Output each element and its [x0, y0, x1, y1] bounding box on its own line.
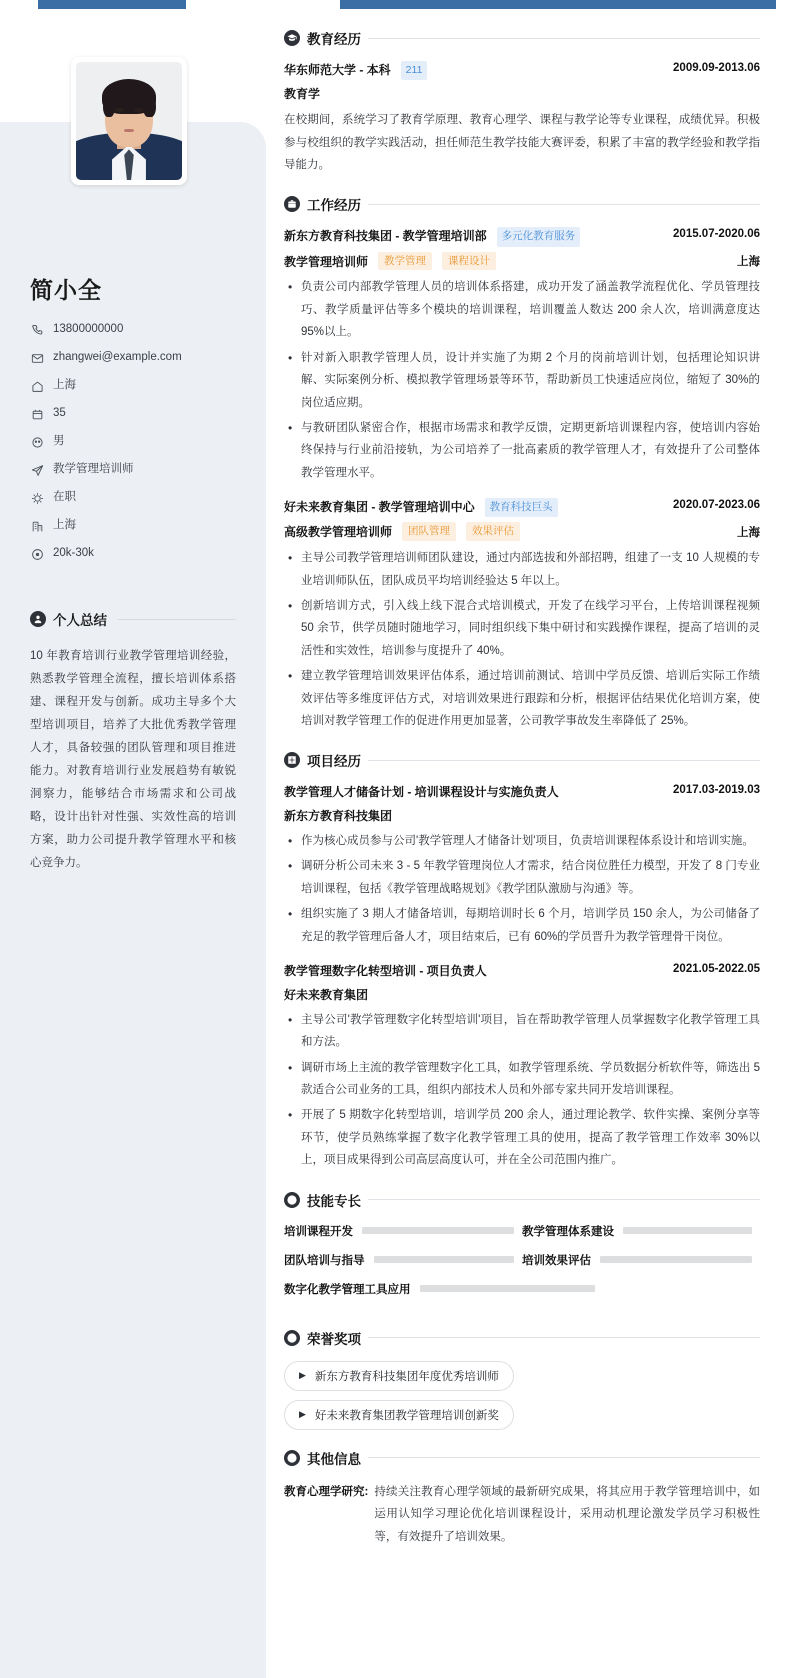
salary-icon [30, 547, 44, 561]
contact-value: 男 [53, 435, 65, 448]
divider [368, 204, 760, 205]
bullet-item: • 创新培训方式，引入线上线下混合式培训模式，开发了在线学习平台，上传培训课程视频 50 余节，供学员随时随地学习，同时组织线下集中研讨和实践操作课程，提高了培训的灵活性和实效性，培训参与度提升了 40%。 [284, 595, 760, 662]
project-title: 项目经历 [307, 754, 361, 770]
role-tag: 课程设计 [442, 252, 496, 271]
entry-header [284, 962, 760, 981]
work-entry [284, 498, 760, 732]
project-company: 新东方教育科技集团 [284, 809, 393, 824]
section-other [284, 1448, 760, 1548]
avatar [71, 57, 187, 185]
status-icon [30, 491, 44, 505]
contact-item [30, 435, 236, 449]
contact-value: zhangwei@example.com [53, 351, 182, 364]
summary-title: 个人总结 [53, 613, 107, 628]
accent-bar-right [340, 0, 776, 9]
contact-item [30, 323, 236, 337]
candidate-name: 简小全 [30, 277, 102, 303]
other-heading [284, 1448, 760, 1468]
contact-item [30, 407, 236, 421]
skill-name: 培训课程开发 [284, 1225, 353, 1238]
city-icon [30, 519, 44, 533]
summary-heading [30, 609, 236, 629]
section-awards [284, 1328, 760, 1430]
bullet-item: • 与教研团队紧密合作，根据市场需求和教学反馈，定期更新培训课程内容，使培训内容始终保持与行业前沿接轨，为公司培养了一批高素质的教学管理人才，有效提升了公司整体教学管理水平。 [284, 417, 760, 484]
education-entry [284, 61, 760, 176]
entry-header-left [284, 498, 665, 517]
entry-header [284, 227, 760, 246]
awards-heading [284, 1328, 760, 1348]
bullet-item: • 负责公司内部教学管理人员的培训体系搭建，成功开发了涵盖教学流程优化、学员管理技巧、教学质量评估等多个模块的培训课程，培训覆盖人数达 200 余人次，培训满意度达 95%以上。 [284, 276, 760, 343]
entry-header [284, 61, 760, 80]
work-location: 上海 [737, 526, 760, 539]
project-date: 2021.05-2022.05 [673, 963, 760, 976]
main-column [284, 28, 760, 1566]
entry-header [284, 783, 760, 802]
award-text: 新东方教育科技集团年度优秀培训师 [314, 1370, 499, 1383]
project-entry [284, 962, 760, 1172]
contact-item [30, 519, 236, 533]
bullet-item: • 针对新入职教学管理人员，设计并实施了为期 2 个月的岗前培训计划，包括理论知识讲解、实际案例分析、模拟教学管理场景等环节，帮助新员工快速适应岗位，缩短了 30%的岗位适应期。 [284, 347, 760, 414]
skill-progress-bar [600, 1256, 752, 1263]
bullet-item: • 组织实施了 3 期人才储备培训，每期培训时长 6 个月，培训学员 150 余人，为公司储备了充足的教学管理后备人才，项目结束后，已有 60%的学员晋升为教学管理骨干岗位。 [284, 903, 760, 948]
work-title: 工作经历 [307, 198, 361, 214]
project-date: 2017.03-2019.03 [673, 784, 760, 797]
contact-value: 在职 [53, 491, 76, 504]
accent-bar-left [38, 0, 186, 9]
company-tag: 多元化教育服务 [497, 227, 581, 246]
contact-value: 教学管理培训师 [53, 463, 134, 476]
role-tag: 团队管理 [402, 522, 456, 541]
contact-value: 13800000000 [53, 323, 124, 336]
bullet-list [284, 1009, 760, 1172]
other-text: 持续关注教育心理学领域的最新研究成果，将其应用于教学管理培训中，如运用认知学习理论优化培训课程设计，采用动机理论激发学员学习积极性等，有效提升了培训效果。 [374, 1485, 760, 1543]
sidebar [0, 122, 266, 1678]
grid-plus-icon [284, 752, 300, 768]
user-circle-icon [30, 611, 46, 627]
school-tag: 211 [401, 61, 428, 80]
bullet-list [284, 276, 760, 484]
role-tag: 教学管理 [378, 252, 432, 271]
work-entry [284, 227, 760, 484]
bullet-item: • 作为核心成员参与公司'教学管理人才储备计划'项目，负责培训课程体系设计和培训实施。 [284, 830, 760, 852]
company-name: 好未来教育集团 - 教学管理培训中心 [284, 500, 475, 515]
phone-icon [30, 323, 44, 337]
entry-subheader-left [284, 252, 496, 271]
school-name: 华东师范大学 - 本科 [284, 63, 391, 77]
skill-row [284, 1223, 760, 1239]
project-entry [284, 783, 760, 948]
info-badge-icon [284, 1450, 300, 1466]
contact-value: 20k-30k [53, 547, 94, 560]
contact-list [30, 323, 236, 561]
entry-subheader [284, 252, 760, 271]
contact-value: 上海 [53, 379, 76, 392]
divider [368, 760, 760, 761]
section-skills [284, 1190, 760, 1310]
bullet-item: • 调研市场上主流的教学管理数字化工具，如教学管理系统、学员数据分析软件等，筛选出 5 款适合公司业务的工具，组织内部技术人员和外部专家共同开发培训课程。 [284, 1057, 760, 1102]
skills-heading [284, 1190, 760, 1210]
contact-item [30, 463, 236, 477]
home-icon [30, 379, 44, 393]
awards-title: 荣誉奖项 [307, 1331, 361, 1347]
skill-row [284, 1252, 760, 1268]
skill-item [284, 1281, 760, 1297]
avatar-image [76, 62, 182, 180]
contact-item [30, 547, 236, 561]
skill-row [284, 1281, 760, 1297]
contact-item [30, 491, 236, 505]
skill-progress-bar [374, 1256, 515, 1263]
section-education [284, 28, 760, 176]
skill-name: 培训效果评估 [522, 1254, 591, 1267]
skill-progress-bar [623, 1227, 752, 1234]
bullet-item: • 主导公司教学管理培训师团队建设，通过内部选拔和外部招聘，组建了一支 10 人规模的专业培训师队伍，团队成员平均培训经验达 5 年以上。 [284, 547, 760, 592]
chart-badge-icon [284, 1192, 300, 1208]
triangle-right-icon: ▶ [299, 1370, 306, 1381]
education-title: 教育经历 [307, 32, 361, 47]
job-title: 教学管理培训师 [284, 254, 369, 269]
role-tag: 效果评估 [466, 522, 520, 541]
divider [118, 619, 236, 620]
skill-item [284, 1252, 522, 1268]
skill-progress-bar [420, 1285, 595, 1292]
divider [368, 1199, 760, 1200]
entry-subheader [284, 522, 760, 541]
skill-item [284, 1223, 522, 1239]
project-name: 教学管理人才储备计划 - 培训课程设计与实施负责人 [284, 785, 559, 800]
skill-item [522, 1223, 760, 1239]
entry-header-left [284, 61, 665, 80]
work-location: 上海 [737, 256, 760, 269]
award-item[interactable] [284, 1400, 514, 1430]
major: 教育学 [284, 87, 321, 102]
skill-name: 团队培训与指导 [284, 1254, 365, 1267]
work-heading [284, 194, 760, 214]
project-heading [284, 750, 760, 770]
award-text: 好未来教育集团教学管理培训创新奖 [314, 1409, 499, 1422]
work-date: 2020.07-2023.06 [673, 499, 760, 512]
project-company: 好未来教育集团 [284, 987, 369, 1002]
contact-item [30, 351, 236, 365]
summary-text: 10 年教育培训行业教学管理培训经验，熟悉教学管理全流程，擅长培训体系搭建、课程开发与创新。成功主导多个大型培训项目，培养了大批优秀教学管理人才，具备较强的团队管理和项目推进能力。对教育培训行业发展趋势有敏锐洞察力，能够结合市场需求和公司战略，设计出针对性强、实效性高的培训方案，助力公司提升教学管理水平和核心竞争力。 [30, 650, 236, 869]
bullet-item: • 开展了 5 期数字化转型培训，培训学员 200 余人，通过理论教学、软件实操、案例分享等环节，使学员熟练掌握了数字化教学管理工具的使用，提高了教学管理工作效率 30%以上，项目成果得到公司高层高度认可，并在全公司范围内推广。 [284, 1104, 760, 1171]
bullet-item: • 调研分析公司未来 3 - 5 年教学管理岗位人才需求，结合岗位胜任力模型，开发了 8 门专业培训课程，包括《教学管理战略规划》《教学团队激励与沟通》等。 [284, 855, 760, 900]
other-label: 教育心理学研究: [284, 1485, 369, 1498]
bullet-list [284, 830, 760, 948]
briefcase-icon [284, 196, 300, 212]
graduation-cap-icon [284, 30, 300, 46]
bullet-item: • 建立教学管理培训效果评估体系，通过培训前测试、培训中学员反馈、培训后实际工作绩效评估等多维度评估方式，对培训效果进行跟踪和分析，根据评估结果优化培训方案，使培训对教学管理工作的促进作用更加显著，公司教学事故发生率降低了 25%。 [284, 665, 760, 732]
medal-icon [284, 1330, 300, 1346]
other-title: 其他信息 [307, 1451, 361, 1467]
education-description: 在校期间，系统学习了教育学原理、教育心理学、课程与教学论等专业课程，成绩优异。积极参与校组织的教学实践活动，担任师范生教学技能大赛评委，积累了丰富的教学经验和教学指导能力。 [284, 114, 760, 172]
bullet-item: • 主导公司'教学管理数字化转型培训'项目，旨在帮助教学管理人员掌握数字化教学管理工具和方法。 [284, 1009, 760, 1054]
contact-value: 上海 [53, 519, 76, 532]
contact-value: 35 [53, 407, 66, 420]
project-name: 教学管理数字化转型培训 - 项目负责人 [284, 964, 487, 979]
skill-item [522, 1252, 760, 1268]
education-date: 2009.09-2013.06 [673, 62, 760, 74]
company-name: 新东方教育科技集团 - 教学管理培训部 [284, 229, 487, 244]
entry-header-left [284, 227, 665, 246]
skill-name: 教学管理体系建设 [522, 1225, 614, 1238]
mail-icon [30, 351, 44, 365]
award-item[interactable] [284, 1361, 514, 1391]
divider [368, 38, 760, 39]
company-tag: 教育科技巨头 [485, 498, 558, 517]
bullet-list [284, 547, 760, 732]
section-work [284, 194, 760, 732]
other-item [284, 1481, 760, 1548]
skill-progress-bar [362, 1227, 514, 1234]
skills-title: 技能专长 [307, 1193, 361, 1209]
send-icon [30, 463, 44, 477]
divider [368, 1457, 760, 1458]
skill-name: 数字化教学管理工具应用 [284, 1283, 411, 1296]
gender-icon [30, 435, 44, 449]
skills-grid [284, 1223, 760, 1310]
work-date: 2015.07-2020.06 [673, 228, 760, 241]
contact-item [30, 379, 236, 393]
entry-subheader-left [284, 522, 520, 541]
section-project [284, 750, 760, 1171]
education-heading [284, 28, 760, 48]
calendar-icon [30, 407, 44, 421]
divider [368, 1337, 760, 1338]
entry-header [284, 498, 760, 517]
triangle-right-icon: ▶ [299, 1409, 306, 1420]
job-title: 高级教学管理培训师 [284, 525, 393, 540]
